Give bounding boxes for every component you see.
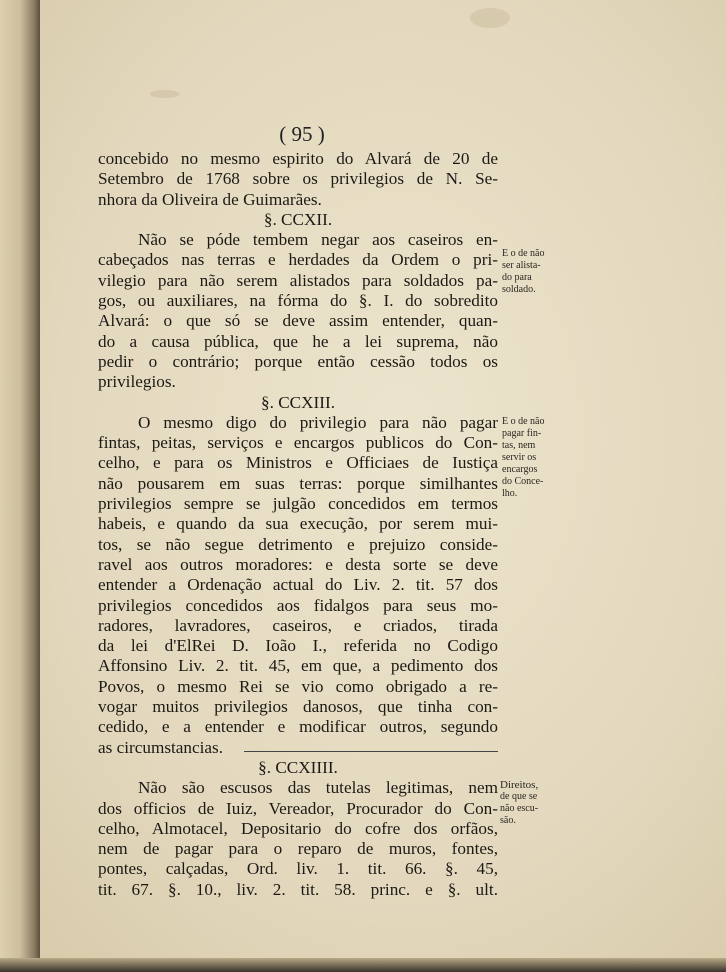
paper-stain xyxy=(150,90,180,98)
margin-note-direitos xyxy=(500,779,566,827)
text-line: celho, e para os Ministros e Officiaes de Iustiça xyxy=(98,453,498,473)
margin-note-line: Direitos, xyxy=(500,779,539,791)
text-line: Não são escusos das tutelas legitimas, nem xyxy=(138,778,498,798)
text-line: tos, se não segue detrimento e prejuizo conside- xyxy=(98,534,498,554)
text-line: Affonsino Liv. 2. tit. 45, em que, a pedimento dos xyxy=(98,656,498,676)
margin-note-line: tas, nem xyxy=(502,440,536,451)
margin-note-line: soldado. xyxy=(502,284,536,295)
margin-note-line: não escu- xyxy=(500,803,539,814)
text-line: não pousarem em suas terras: porque similhantes xyxy=(98,473,498,493)
margin-note-line: servir os xyxy=(502,452,537,463)
text-line: dos officios de Iuiz, Vereador, Procurador do Con- xyxy=(98,798,498,818)
text-line: Alvará: o que só se deve assim entender, quan- xyxy=(98,311,498,331)
text-line: pontes, calçadas, Ord. liv. 1. tit. 66. §. 45, xyxy=(98,859,498,879)
binding-gutter xyxy=(0,0,40,972)
text-line: Povos, o mesmo Rei se vio como obrigado a re- xyxy=(98,676,498,696)
margin-note-line: encargos xyxy=(502,464,538,475)
text-line: celho, Almotacel, Depositario do cofre dos orfãos, xyxy=(98,818,498,838)
text-line: vilegio para não serem alistados para soldados pa- xyxy=(98,270,498,290)
text-line: privilegios concedidos aos fidalgos para seus mo- xyxy=(98,595,498,615)
margin-note-line: E o de não xyxy=(502,416,545,427)
text-line: gos, ou auxiliares, na fórma do §. I. do sobredito xyxy=(98,291,498,311)
text-line: ravel aos outros moradores: e desta sorte se deve xyxy=(98,554,498,574)
text-line: privilegios sempre se julgão concedidos em termos xyxy=(98,494,498,514)
margin-note-fintas xyxy=(502,416,568,500)
text-line: tit. 67. §. 10., liv. 2. tit. 58. princ. e §. ult. xyxy=(98,879,498,899)
margin-note-line: ser alista- xyxy=(502,260,541,271)
text-line: nhora da Oliveira de Guimarães. xyxy=(98,189,322,209)
text-line: radores, lavradores, caseiros, e criados, tirada xyxy=(98,615,498,635)
margin-note-line: são. xyxy=(500,815,516,826)
text-line: cedido, e a entender e modificar outros, segundo xyxy=(98,717,498,737)
text-line: Setembro de 1768 sobre os privilegios de N. Se- xyxy=(98,169,498,189)
page-number: ( 95 ) xyxy=(279,122,325,146)
margin-note-alistado xyxy=(502,248,568,296)
margin-note-line: do para xyxy=(502,272,532,283)
section-heading-ccxiiii: §. CCXIIII. xyxy=(258,757,338,777)
section-divider-rule xyxy=(244,751,498,752)
text-line: privilegios. xyxy=(98,372,176,392)
margin-note-line: de que se xyxy=(500,791,538,802)
margin-note-line: pagar fin- xyxy=(502,428,542,439)
text-line: pedir o contrário; porque então cessão todos os xyxy=(98,351,498,371)
text-line: as circumstancias. xyxy=(98,737,224,757)
text-line: do a causa pública, que he a lei suprema, não xyxy=(98,331,498,351)
text-line: cabeçados nas terras e herdades da Ordem o pri- xyxy=(98,250,498,270)
text-line: concebido no mesmo espirito do Alvará de 20 de xyxy=(98,149,498,168)
text-line: entender a Ordenação actual do Liv. 2. tit. 57 dos xyxy=(98,575,498,595)
margin-note-line: do Conce- xyxy=(502,476,544,487)
section-heading-ccxii: §. CCXII. xyxy=(263,209,333,229)
margin-note-line: E o de não xyxy=(502,248,545,259)
text-line: vogar muitos privilegios danosos, que tinha con- xyxy=(98,697,498,717)
text-line: nem de pagar para o reparo de muros, fontes, xyxy=(98,839,498,859)
main-text-block xyxy=(98,149,498,900)
paper-stain xyxy=(470,8,510,28)
margin-note-line: lho. xyxy=(502,488,518,499)
text-line: habeis, e quando da sua execução, por serem mui- xyxy=(98,514,498,534)
text-line: O mesmo digo do privilegio para não pagar xyxy=(138,412,498,432)
page-bottom-edge xyxy=(0,958,726,972)
section-heading-ccxiii: §. CCXIII. xyxy=(261,392,335,412)
text-line: Não se póde tembem negar aos caseiros en- xyxy=(138,230,498,250)
text-line: da lei d'ElRei D. Ioão I., referida no Codigo xyxy=(98,636,498,656)
text-line: fintas, peitas, serviços e encargos publicos do Con- xyxy=(98,433,498,453)
